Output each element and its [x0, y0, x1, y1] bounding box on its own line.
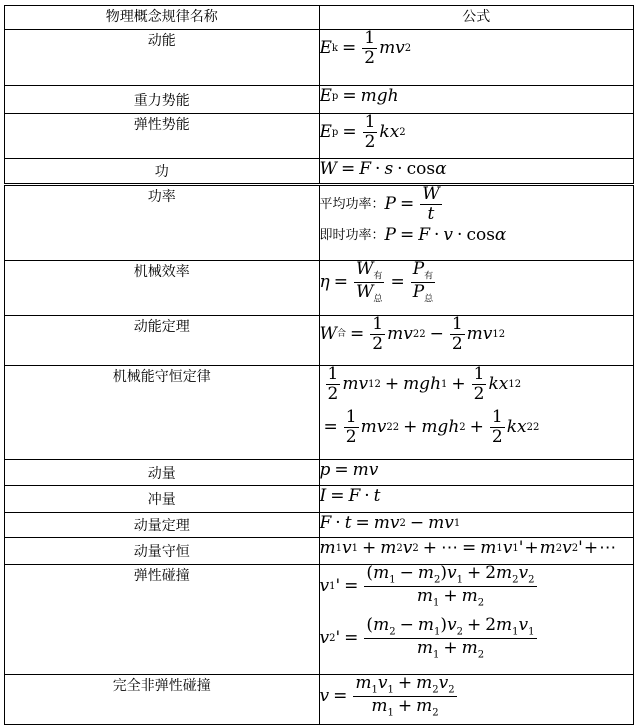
- row-name-ke-theorem: 动能定理: [5, 316, 320, 366]
- row-name-impulse: 冲量: [5, 486, 320, 513]
- formula-kinetic-energy: E k = $\frac{1}{2}$ mv 2: [319, 30, 634, 86]
- row-name-gravitational-pe: 重力势能: [5, 86, 320, 114]
- row-gravitational-pe: [5, 86, 634, 114]
- row-ke-theorem: [5, 316, 634, 366]
- row-impulse: [5, 486, 634, 513]
- physics-formula-table: [4, 5, 634, 725]
- row-name-power: 功率: [5, 185, 320, 261]
- row-name-efficiency: 机械效率: [5, 261, 320, 316]
- formula-efficiency: η = $\frac{W_有}{W_总}$ = $\frac{P_有}{P_总}$: [319, 261, 634, 316]
- row-name-work: 功: [5, 159, 320, 185]
- row-name-elastic-collision: 弹性碰撞: [5, 565, 320, 675]
- formula-inelastic-collision: v = $\frac{m_1v_1 + m_2v_2}{m_1 + m_2}$: [319, 675, 634, 725]
- sub-total-2: 总: [424, 294, 434, 305]
- row-momentum-theorem: [5, 513, 634, 538]
- row-name-momentum: 动量: [5, 460, 320, 486]
- sub-combined: 合: [336, 329, 346, 339]
- formula-momentum: p = mv: [319, 460, 634, 486]
- formula-energy-conservation: $\frac{1}{2}$ mv 1 2 + mgh 1 + $\frac{1}{2}$ kx 1 2 = $\frac{1}{2}$ mv 2 2 + mgh 2 + $\frac{1}{2}$ kx 2 2: [319, 366, 634, 460]
- row-name-inelastic-collision: 完全非弹性碰撞: [5, 675, 320, 725]
- instant-power-label: 即时功率：: [319, 228, 385, 243]
- formula-power: 平均功率： P = $\frac{W}{t}$ 即时功率： P = F · v · cos α: [319, 185, 634, 261]
- row-energy-conservation: [5, 366, 634, 460]
- row-momentum: [5, 460, 634, 486]
- row-name-elastic-pe: 弹性势能: [5, 114, 320, 159]
- sub-total: 总: [373, 294, 383, 305]
- formula-elastic-pe: E p = $\frac{1}{2}$ kx 2: [319, 114, 634, 159]
- average-power-label: 平均功率：: [319, 197, 385, 212]
- row-work: [5, 159, 634, 185]
- row-elastic-pe: [5, 114, 634, 159]
- row-momentum-conservation: [5, 538, 634, 565]
- table-header-row: [5, 6, 634, 30]
- row-inelastic-collision: [5, 675, 634, 725]
- formula-work: W = F · s · cos α: [319, 159, 634, 185]
- sub-have: 有: [373, 271, 383, 282]
- row-kinetic-energy: [5, 30, 634, 86]
- row-elastic-collision: [5, 565, 634, 675]
- row-name-kinetic-energy: 动能: [5, 30, 320, 86]
- row-name-energy-conservation: 机械能守恒定律: [5, 366, 320, 460]
- row-efficiency: [5, 261, 634, 316]
- formula-gravitational-pe: E p = mgh: [319, 86, 634, 114]
- formula-elastic-collision: v 1 ' = $\frac{(m_1 - m_2)v_1 + 2m_2v_2}{m_1 + m_2}$ v 2 ' = $\frac{(m_2 - m_1)v_2 + 2m_1v_1}{m_1 + m_2}$: [319, 565, 634, 675]
- formula-ke-theorem: W 合 = $\frac{1}{2}$ mv 2 2 − $\frac{1}{2}$ mv 1 2: [319, 316, 634, 366]
- header-name-column: 物理概念规律名称: [5, 6, 320, 30]
- row-name-momentum-conservation: 动量守恒: [5, 538, 320, 565]
- sub-have-2: 有: [424, 271, 434, 282]
- header-formula-column: 公式: [319, 6, 634, 30]
- row-name-momentum-theorem: 动量定理: [5, 513, 320, 538]
- row-power: [5, 185, 634, 261]
- formula-momentum-theorem: F · t = mv 2 − mv 1: [319, 513, 634, 538]
- formula-impulse: I = F · t: [319, 486, 634, 513]
- formula-momentum-conservation: m 1 v 1 + m 2 v 2 + ⋯ = m 1 v 1 ' + m 2 v 2 ' + ⋯: [319, 538, 634, 565]
